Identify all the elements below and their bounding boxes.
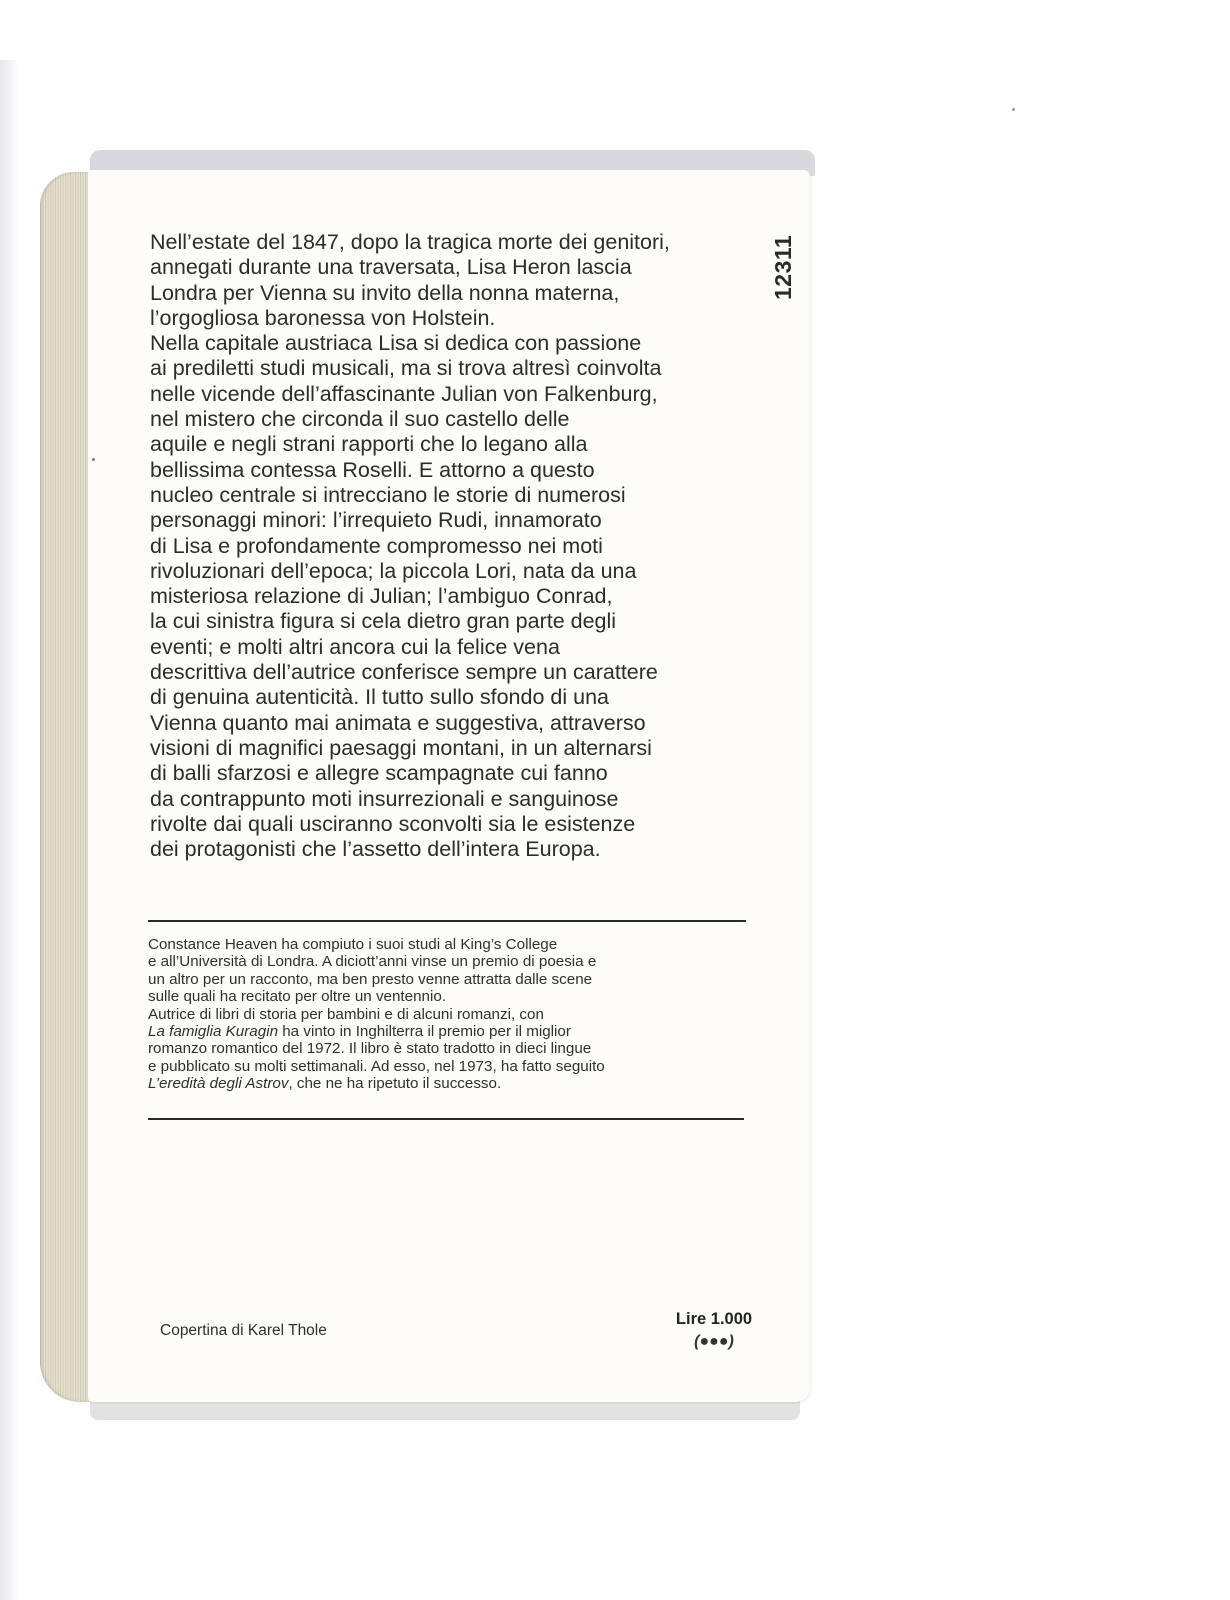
synopsis-line: misteriosa relazione di Julian; l’ambiguo Conrad, bbox=[150, 584, 613, 609]
synopsis-line: descrittiva dell’autrice conferisce sempre un carattere bbox=[150, 660, 658, 685]
synopsis-line: aquile e negli strani rapporti che lo legano alla bbox=[150, 432, 588, 457]
book-title-astrov: L’eredità degli Astrov bbox=[148, 1075, 289, 1093]
price-label: Lire 1.000 bbox=[675, 1310, 753, 1328]
synopsis-line: visioni di magnifici paesaggi montani, in un alternarsi bbox=[150, 735, 652, 760]
bio-line bbox=[148, 1075, 748, 1092]
synopsis-line: nel mistero che circonda il suo castello delle bbox=[150, 407, 570, 432]
bio-line: Constance Heaven ha compiuto i suoi studi al King’s College bbox=[148, 936, 558, 953]
synopsis-line: eventi; e molti altri ancora cui la felice vena bbox=[150, 634, 560, 659]
synopsis-line: di balli sfarzosi e allegre scampagnate cui fanno bbox=[150, 761, 608, 786]
synopsis-line: ai prediletti studi musicali, ma si trova altresì coinvolta bbox=[150, 356, 662, 381]
bio-divider-top bbox=[148, 920, 746, 922]
synopsis-line: di Lisa e profondamente compromesso nei moti bbox=[150, 533, 603, 558]
author-bio bbox=[148, 936, 748, 1093]
synopsis-line: la cui sinistra figura si cela dietro gran parte degli bbox=[150, 609, 617, 634]
bio-line: e pubblicato su molti settimanali. Ad esso, nel 1973, ha fatto seguito bbox=[148, 1057, 605, 1075]
synopsis-line: Nella capitale austriaca Lisa si dedica con passione bbox=[150, 331, 642, 356]
price-block bbox=[664, 1310, 764, 1351]
synopsis-line: dei protagonisti che l’assetto dell’intera Europa. bbox=[150, 837, 601, 862]
price-code: (●●●) bbox=[694, 1333, 734, 1350]
synopsis-line: Vienna quanto mai animata e suggestiva, attraverso bbox=[150, 710, 646, 735]
bio-line: e all’Università di Londra. A diciott’anni vinse un premio di poesia e bbox=[148, 953, 597, 971]
catalog-number: 12311 bbox=[770, 234, 796, 300]
bio-line-rest: , che ne ha ripetuto il successo. bbox=[288, 1075, 502, 1093]
book-title-kuragin: La famiglia Kuragin bbox=[148, 1023, 279, 1041]
synopsis-line: l’orgogliosa baronessa von Holstein. bbox=[150, 305, 496, 330]
synopsis-line: personaggi minori: l’irrequieto Rudi, innamorato bbox=[150, 508, 602, 533]
synopsis-line: annegati durante una traversata, Lisa Heron lascia bbox=[150, 255, 632, 280]
bio-line: sulle quali ha recitato per oltre un ventennio. bbox=[148, 988, 447, 1006]
synopsis-line: Nell’estate del 1847, dopo la tragica morte dei genitori, bbox=[150, 230, 670, 254]
bio-divider-bottom bbox=[148, 1118, 744, 1120]
bio-line: un altro per un racconto, ma ben presto venne attratta dalle scene bbox=[148, 970, 593, 988]
synopsis-line: di genuina autenticità. Il tutto sullo sfondo di una bbox=[150, 685, 609, 710]
bio-line: romanzo romantico del 1972. Il libro è stato tradotto in dieci lingue bbox=[148, 1040, 592, 1058]
synopsis-line: bellissima contessa Roselli. E attorno a questo bbox=[150, 457, 595, 482]
synopsis-line: rivoluzionari dell’epoca; la piccola Lori, nata da una bbox=[150, 558, 637, 583]
synopsis-line: nelle vicende dell’affascinante Julian von Falkenburg, bbox=[150, 381, 658, 406]
bio-line: Autrice di libri di storia per bambini e di alcuni romanzi, con bbox=[148, 1005, 544, 1023]
synopsis-line: rivolte dai quali usciranno sconvolti sia le esistenze bbox=[150, 811, 636, 836]
scan-speck bbox=[1012, 108, 1015, 111]
book-bottom-shadow bbox=[90, 1400, 800, 1420]
synopsis-line: Londra per Vienna su invito della nonna materna, bbox=[150, 280, 620, 305]
synopsis-line: nucleo centrale si intrecciano le storie di numerosi bbox=[150, 482, 626, 507]
bio-line bbox=[148, 1023, 748, 1040]
scan-speck bbox=[92, 458, 95, 461]
bio-line-rest: ha vinto in Inghilterra il premio per il miglior bbox=[278, 1023, 571, 1041]
synopsis-text bbox=[150, 230, 760, 862]
cover-credit: Copertina di Karel Thole bbox=[160, 1322, 327, 1339]
adjacent-page-edge bbox=[0, 60, 18, 1600]
synopsis-line: da contrappunto moti insurrezionali e sanguinose bbox=[150, 786, 619, 811]
